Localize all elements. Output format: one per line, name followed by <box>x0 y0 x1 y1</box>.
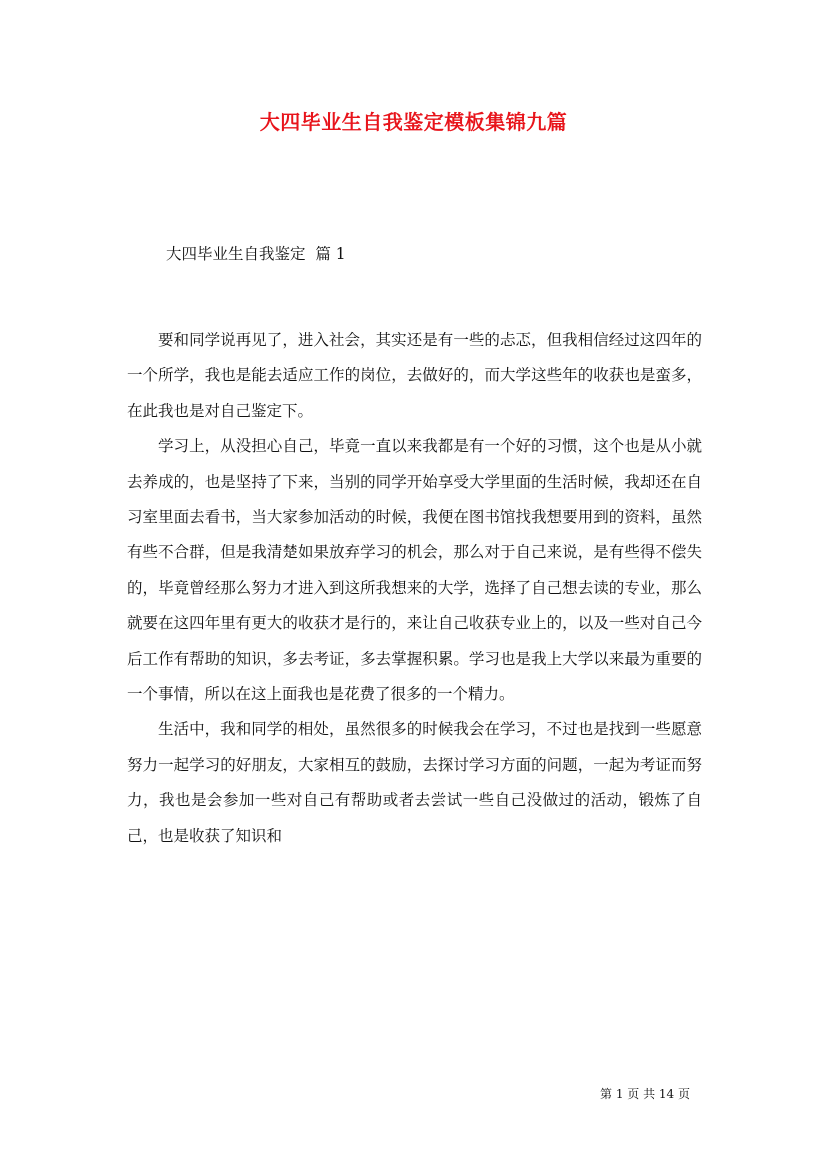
document-body <box>127 323 702 854</box>
paragraph-3: 生活中，我和同学的相处，虽然很多的时候我会在学习，不过也是找到一些愿意努力一起学习的好朋友，大家相互的鼓励，去探讨学习方面的问题，一起为考证而努力，我也是会参加一些对自己有帮助或者去尝试一些自己没做过的活动，锻炼了自己，也是收获了知识和 <box>127 720 702 845</box>
page-number-footer: 第 1 页 共 14 页 <box>600 1087 690 1101</box>
paragraph-2: 学习上，从没担心自己，毕竟一直以来我都是有一个好的习惯，这个也是从小就去养成的，也是坚持了下来，当别的同学开始享受大学里面的生活时候，我却还在自习室里面去看书，当大家参加活动的时候，我便在图书馆找我想要用到的资料，虽然有些不合群，但是我清楚如果放弃学习的机会，那么对于自己来说，是有些得不偿失的，毕竟曾经那么努力才进入到这所我想来的大学，选择了自己想去读的专业，那么就要在这四年里有更大的收获才是行的，来让自己收获专业上的，以及一些对自己今后工作有帮助的知识，多去考证，多去掌握积累。学习也是我上大学以来最为重要的一个事情，所以在这上面我也是花费了很多的一个精力。 <box>127 437 702 704</box>
document-title: 大四毕业生自我鉴定模板集锦九篇 <box>259 110 568 134</box>
section-heading: 大四毕业生自我鉴定 篇 1 <box>166 245 346 263</box>
paragraph-1: 要和同学说再见了，进入社会，其实还是有一些的忐忑，但我相信经过这四年的一个所学，我也是能去适应工作的岗位，去做好的，而大学这些年的收获也是蛮多，在此我也是对自己鉴定下。 <box>127 331 702 420</box>
